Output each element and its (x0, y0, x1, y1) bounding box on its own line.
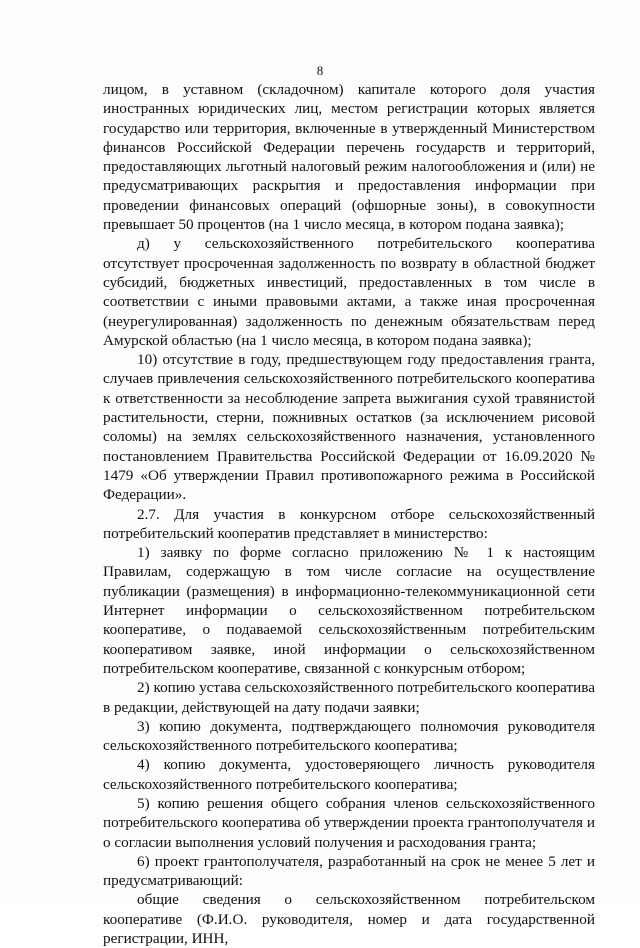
paragraph-continuation: лицом, в уставном (складочном) капитале которого доля участия иностранных юридических лиц, местом регистрации которых является государство или территория, включенные в утвержденный Министерством финансов Российской Федерации перечень государств и территорий, предоставляющих льготный налоговый режим налогообложения и (или) не предусматривающих раскрытия и предоставления информации при проведении финансовых операций (офшорные зоны), в совокупности превышает 50 процентов (на 1 число месяца, в котором подана заявка); (103, 81, 595, 234)
paragraph-item-1: 1) заявку по форме согласно приложению № 1 к настоящим Правилам, содержащую в том числе согласие на осуществление публикации (размещения) в информационно-телекоммуникационной сети Интернет информации о сельскохозяйственном потребительском кооперативе, о подаваемой сельскохозяйственным потребительским кооперативом заявке, иной информации о сельскохозяйственном потребительском кооперативе, связанной с конкурсным отбором; (103, 544, 595, 677)
paragraph-item-5: 5) копию решения общего собрания членов сельскохозяйственного потребительского кооператива об утверждении проекта грантополучателя и о согласии выполнения условий получения и расходования гранта; (103, 794, 595, 851)
paragraph-section-2-7: 2.7. Для участия в конкурсном отборе сельскохозяйственный потребительский кооператив представляет в министерство: (103, 505, 595, 542)
paragraph-item-6: 6) проект грантополучателя, разработанный на срок не менее 5 лет и предусматривающий: (103, 852, 595, 890)
document-body (103, 80, 595, 948)
paragraph-item-2: 2) копию устава сельскохозяйственного потребительского кооператива в редакции, действующей на дату подачи заявки; (103, 679, 595, 716)
paragraph-item-3: 3) копию документа, подтверждающего полномочия руководителя сельскохозяйственного потребительского кооператива; (103, 717, 595, 755)
paragraph-item-10: 10) отсутствие в году, предшествующем году предоставления гранта, случаев привлечения сельскохозяйственного потребительского кооператива к ответственности за несоблюдение запрета выжигания сухой травянистой растительности, стерни, пожнивных остатков (за исключением рисовой соломы) на землях сельскохозяйственного назначения, установленного постановлением Правительства Российской Федерации от 16.09.2020 № 1479 «Об утверждении Правил противопожарного режима в Российской Федерации». (103, 351, 595, 504)
paragraph-general-info: общие сведения о сельскохозяйственном потребительском кооперативе (Ф.И.О. руководителя, номер и дата государственной регистрации, ИНН, (103, 891, 595, 948)
paragraph-item-4: 4) копию документа, удостоверяющего личность руководителя сельскохозяйственного потребительского кооператива; (103, 756, 595, 793)
page-number: 8 (316, 63, 324, 78)
paragraph-item-d: д) у сельскохозяйственного потребительского кооператива отсутствует просроченная задолженность по возврату в областной бюджет субсидий, бюджетных инвестиций, предоставленных в том числе в соответствии с иными правовыми актами, а также иная просроченная (неурегулированная) задолженность по денежным обязательствам перед Амурской областью (на 1 число месяца, в котором подана заявка); (103, 235, 595, 349)
